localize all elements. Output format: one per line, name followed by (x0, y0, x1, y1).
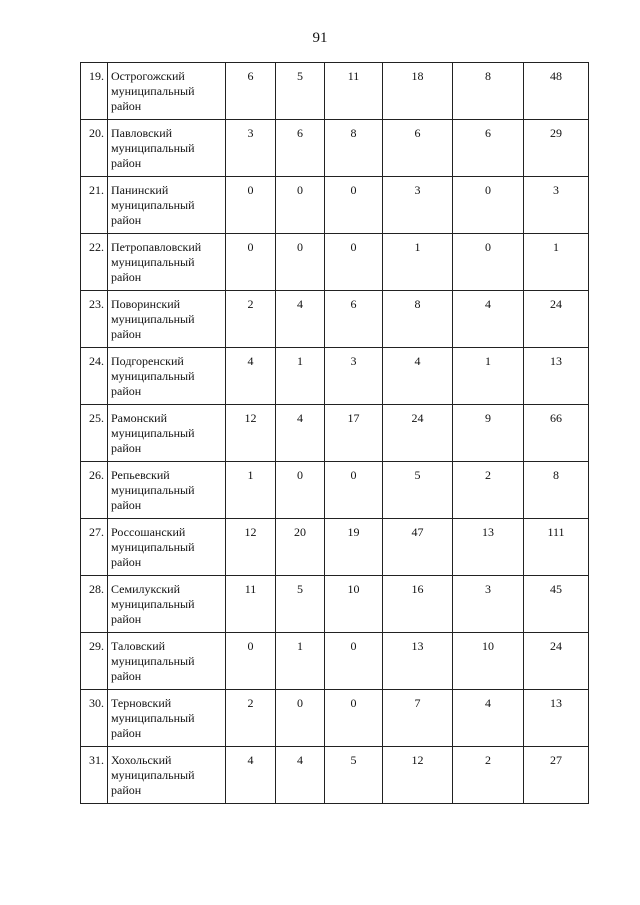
value-cell: 0 (276, 690, 325, 747)
value-cell: 3 (226, 120, 276, 177)
value-cell: 12 (226, 405, 276, 462)
district-name-line: Таловский (111, 639, 166, 653)
value-cell: 16 (383, 576, 453, 633)
value-cell: 1 (276, 633, 325, 690)
value-cell: 0 (325, 690, 383, 747)
value-cell: 5 (276, 63, 325, 120)
value-cell: 3 (524, 177, 589, 234)
value-cell: 4 (383, 348, 453, 405)
value-cell: 1 (453, 348, 524, 405)
value-cell: 27 (524, 747, 589, 804)
district-name-line: район (111, 156, 142, 170)
district-name-line: Репьевский (111, 468, 170, 482)
table-row (81, 633, 589, 690)
district-name-line: муниципальный (111, 483, 195, 497)
value-cell: 0 (226, 234, 276, 291)
row-number: 28. (81, 576, 108, 633)
value-cell: 66 (524, 405, 589, 462)
row-number: 21. (81, 177, 108, 234)
value-cell: 17 (325, 405, 383, 462)
value-cell: 3 (325, 348, 383, 405)
district-name-line: муниципальный (111, 654, 195, 668)
district-name-line: Семилукский (111, 582, 181, 596)
row-number: 29. (81, 633, 108, 690)
district-name-line: муниципальный (111, 768, 195, 782)
value-cell: 11 (325, 63, 383, 120)
value-cell: 0 (325, 177, 383, 234)
district-name-line: район (111, 669, 142, 683)
district-name-line: район (111, 498, 142, 512)
table-row (81, 690, 589, 747)
value-cell: 1 (383, 234, 453, 291)
value-cell: 1 (226, 462, 276, 519)
row-number: 27. (81, 519, 108, 576)
district-name-cell (108, 177, 226, 234)
value-cell: 6 (226, 63, 276, 120)
district-name-cell (108, 120, 226, 177)
table-row (81, 576, 589, 633)
value-cell: 0 (325, 462, 383, 519)
district-name-line: район (111, 99, 142, 113)
row-number: 26. (81, 462, 108, 519)
value-cell: 2 (453, 747, 524, 804)
value-cell: 10 (453, 633, 524, 690)
district-name-line: Острогожский (111, 69, 185, 83)
district-name-cell (108, 405, 226, 462)
value-cell: 47 (383, 519, 453, 576)
value-cell: 1 (524, 234, 589, 291)
value-cell: 11 (226, 576, 276, 633)
value-cell: 4 (226, 348, 276, 405)
row-number: 23. (81, 291, 108, 348)
value-cell: 20 (276, 519, 325, 576)
table-row (81, 462, 589, 519)
value-cell: 6 (383, 120, 453, 177)
value-cell: 45 (524, 576, 589, 633)
district-name-line: муниципальный (111, 426, 195, 440)
value-cell: 19 (325, 519, 383, 576)
value-cell: 6 (276, 120, 325, 177)
district-name-cell (108, 234, 226, 291)
district-name-cell (108, 63, 226, 120)
table-row (81, 519, 589, 576)
value-cell: 13 (524, 348, 589, 405)
district-name-line: Хохольский (111, 753, 172, 767)
page-number: 91 (312, 30, 328, 46)
value-cell: 8 (453, 63, 524, 120)
district-name-line: район (111, 555, 142, 569)
table-row (81, 63, 589, 120)
district-name-cell (108, 576, 226, 633)
table-body (81, 63, 589, 804)
district-name-cell (108, 690, 226, 747)
value-cell: 13 (524, 690, 589, 747)
value-cell: 5 (276, 576, 325, 633)
value-cell: 10 (325, 576, 383, 633)
table-row (81, 348, 589, 405)
district-name-line: Поворинский (111, 297, 181, 311)
district-name-cell (108, 747, 226, 804)
value-cell: 12 (383, 747, 453, 804)
value-cell: 5 (325, 747, 383, 804)
district-name-line: муниципальный (111, 255, 195, 269)
value-cell: 13 (453, 519, 524, 576)
district-name-cell (108, 633, 226, 690)
value-cell: 8 (383, 291, 453, 348)
district-name-cell (108, 348, 226, 405)
district-name-line: муниципальный (111, 711, 195, 725)
value-cell: 24 (524, 633, 589, 690)
district-name-line: Подгоренский (111, 354, 184, 368)
value-cell: 2 (453, 462, 524, 519)
value-cell: 3 (383, 177, 453, 234)
value-cell: 4 (453, 690, 524, 747)
value-cell: 13 (383, 633, 453, 690)
value-cell: 5 (383, 462, 453, 519)
value-cell: 0 (226, 177, 276, 234)
value-cell: 6 (453, 120, 524, 177)
value-cell: 2 (226, 690, 276, 747)
district-name-cell (108, 462, 226, 519)
value-cell: 8 (325, 120, 383, 177)
value-cell: 4 (276, 747, 325, 804)
district-name-line: муниципальный (111, 312, 195, 326)
district-name-cell (108, 519, 226, 576)
value-cell: 0 (325, 633, 383, 690)
value-cell: 1 (276, 348, 325, 405)
district-name-line: Петропавловский (111, 240, 202, 254)
district-name-line: район (111, 726, 142, 740)
value-cell: 8 (524, 462, 589, 519)
district-name-line: муниципальный (111, 369, 195, 383)
value-cell: 0 (453, 234, 524, 291)
district-name-line: район (111, 612, 142, 626)
value-cell: 12 (226, 519, 276, 576)
table-row (81, 405, 589, 462)
value-cell: 48 (524, 63, 589, 120)
district-name-line: район (111, 213, 142, 227)
value-cell: 3 (453, 576, 524, 633)
district-name-cell (108, 291, 226, 348)
value-cell: 4 (226, 747, 276, 804)
row-number: 20. (81, 120, 108, 177)
district-name-line: Павловский (111, 126, 173, 140)
value-cell: 24 (524, 291, 589, 348)
district-name-line: муниципальный (111, 597, 195, 611)
district-name-line: район (111, 441, 142, 455)
district-name-line: муниципальный (111, 84, 195, 98)
table-row (81, 291, 589, 348)
district-name-line: муниципальный (111, 198, 195, 212)
value-cell: 0 (276, 462, 325, 519)
table-row (81, 747, 589, 804)
table-row (81, 234, 589, 291)
value-cell: 0 (453, 177, 524, 234)
district-name-line: муниципальный (111, 141, 195, 155)
value-cell: 9 (453, 405, 524, 462)
row-number: 22. (81, 234, 108, 291)
table-row (81, 177, 589, 234)
district-table (80, 62, 589, 804)
value-cell: 111 (524, 519, 589, 576)
value-cell: 4 (276, 291, 325, 348)
value-cell: 7 (383, 690, 453, 747)
district-name-line: Панинский (111, 183, 169, 197)
value-cell: 6 (325, 291, 383, 348)
value-cell: 24 (383, 405, 453, 462)
row-number: 31. (81, 747, 108, 804)
value-cell: 0 (226, 633, 276, 690)
row-number: 30. (81, 690, 108, 747)
value-cell: 4 (276, 405, 325, 462)
value-cell: 0 (325, 234, 383, 291)
district-name-line: Рамонский (111, 411, 168, 425)
district-name-line: район (111, 327, 142, 341)
row-number: 24. (81, 348, 108, 405)
district-name-line: Россошанский (111, 525, 186, 539)
value-cell: 29 (524, 120, 589, 177)
value-cell: 0 (276, 234, 325, 291)
district-name-line: муниципальный (111, 540, 195, 554)
district-name-line: район (111, 384, 142, 398)
value-cell: 18 (383, 63, 453, 120)
district-name-line: Терновский (111, 696, 172, 710)
value-cell: 2 (226, 291, 276, 348)
row-number: 19. (81, 63, 108, 120)
row-number: 25. (81, 405, 108, 462)
value-cell: 0 (276, 177, 325, 234)
district-name-line: район (111, 270, 142, 284)
value-cell: 4 (453, 291, 524, 348)
district-name-line: район (111, 783, 142, 797)
table-row (81, 120, 589, 177)
